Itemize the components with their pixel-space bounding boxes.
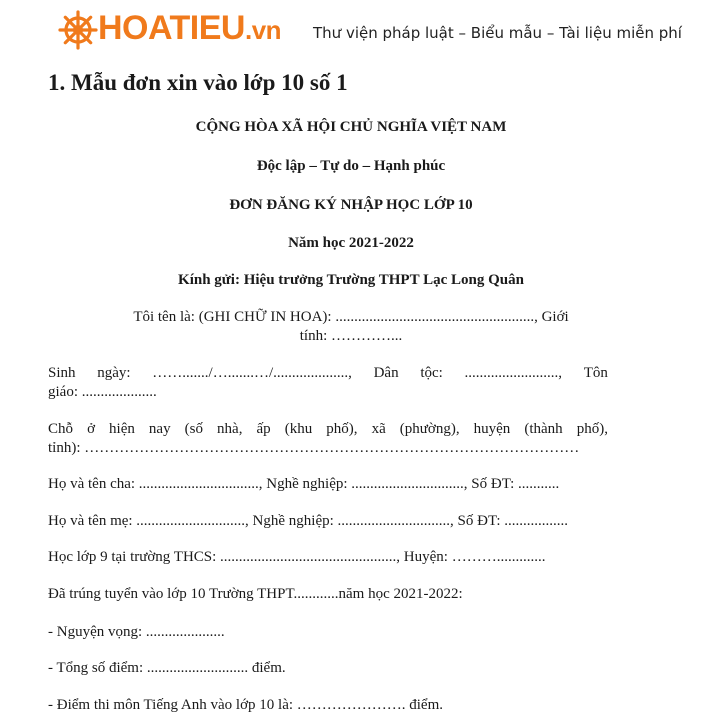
recipient: Kính gửi: Hiệu trưởng Trường THPT Lạc Long Quân: [178, 272, 524, 288]
address-word: xã: [371, 421, 386, 437]
total-score-line: - Tổng số điểm: ........................... điểm.: [48, 660, 286, 676]
address-word: ấp: [256, 421, 271, 437]
brand-suffix: .vn: [244, 15, 282, 45]
form-title: ĐƠN ĐĂNG KÝ NHẬP HỌC LỚP 10: [229, 197, 473, 213]
birth-field-line: [48, 364, 608, 383]
mother-field-line: Họ và tên mẹ: ............................., Nghề nghiệp: .............................., Số ĐT: .................: [48, 513, 569, 529]
address-word: nhà,: [217, 421, 243, 437]
province-field-line: tỉnh): ………………………………………………………………………………………: [48, 440, 580, 456]
address-word: hiện: [109, 421, 135, 437]
admitted-line: Đã trúng tuyển vào lớp 10 Trường THPT............năm học 2021-2022:: [48, 586, 463, 602]
birth-word: ngày:: [97, 365, 131, 381]
name-field-line: Tôi tên là: (GHI CHỮ IN HOA): ....................................................., Giới: [133, 309, 569, 325]
site-slogan: Thư viện pháp luật – Biểu mẫu – Tài liệu miễn phí: [313, 24, 682, 42]
address-word: nay: [148, 421, 171, 437]
religion-field-line: giáo: ....................: [48, 384, 157, 400]
father-field-line: Họ và tên cha: ................................, Nghề nghiệp: .............................., Số ĐT: ...........: [48, 476, 560, 492]
address-word: (thành: [524, 421, 563, 437]
brand-logo-text[interactable]: [98, 8, 281, 50]
birth-word: Tôn: [583, 365, 608, 381]
nation-heading: CỘNG HÒA XÃ HỘI CHỦ NGHĨA VIỆT NAM: [195, 119, 507, 135]
ship-wheel-logo-icon[interactable]: [58, 10, 98, 50]
section-title: 1. Mẫu đơn xin vào lớp 10 số 1: [48, 70, 348, 95]
grade9-school-line: Học lớp 9 tại trường THCS: ..............................................., Huyện: ……….............: [48, 549, 546, 565]
address-word: huyện: [473, 421, 511, 437]
brand-main: HOATIEU: [98, 9, 245, 47]
english-score-line: - Điểm thi môn Tiếng Anh vào lớp 10 là: …………………. điểm.: [48, 697, 444, 713]
address-word: (khu: [284, 421, 313, 437]
birth-date-blank: ……......./….......…/....................,: [152, 365, 352, 381]
address-word: phố),: [576, 421, 608, 437]
address-word: phố),: [326, 421, 358, 437]
motto: Độc lập – Tự do – Hạnh phúc: [256, 158, 446, 174]
address-word: (phường),: [399, 421, 460, 437]
site-header: [0, 0, 702, 60]
birth-word: Dân: [373, 365, 399, 381]
birth-word: Sinh: [48, 365, 76, 381]
address-word: Chỗ: [48, 421, 74, 437]
ethnicity-blank: .........................,: [464, 365, 563, 381]
address-word: (số: [184, 421, 203, 437]
address-field-line: [48, 420, 608, 439]
gender-field-line: tính: …………...: [299, 328, 403, 344]
wish-line: - Nguyện vọng: .....................: [48, 624, 225, 640]
school-year: Năm học 2021-2022: [288, 235, 414, 251]
address-word: ở: [87, 421, 95, 437]
birth-word: tộc:: [420, 365, 443, 381]
